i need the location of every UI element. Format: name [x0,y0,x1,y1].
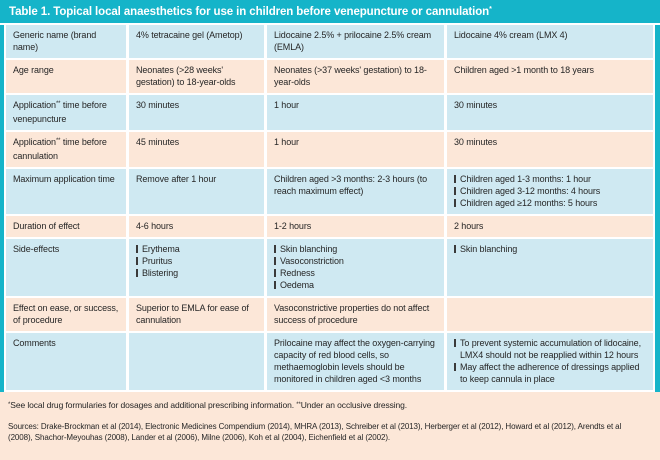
row-cell [267,216,444,237]
bullet-marker-icon [136,257,138,265]
sources-text: Sources: Drake-Brockman et al (2014), Electronic Medicines Compendium (2014), MHRA (2013), Schreiber et al (2013), Herberger et al (2012), Howard et al (2012), Arendts et al (2008), Shachor-Meyouhas (2008), Lander et al (2006), Milne (2006), Koh et al (2004), Eichenfield et al (2002). [8,422,622,442]
cell-text: 1 hour [274,137,299,147]
cell-text: 1 hour [274,100,299,110]
bullet-marker-icon [454,199,456,207]
row-label-text: Side-effects [13,244,60,254]
header-cell-lmx4-cream: Lidocaine 4% cream (LMX 4) [447,25,653,58]
bullet-marker-icon [454,175,456,183]
bullet-text: Erythema [142,244,180,254]
header-cell-generic-name: Generic name (brand name) [6,25,126,58]
row-label-text: Maximum application time [13,174,115,184]
table-row [6,60,653,93]
bullet-item [136,267,258,279]
table-body [0,25,660,392]
bullet-text: Children aged 3-12 months: 4 hours [460,186,601,196]
bullet-marker-icon [274,281,276,289]
row-label-cell [6,239,126,296]
bullet-text: May affect the adherence of dressings applied to keep cannula in place [460,362,640,384]
table-row [6,95,653,130]
cell-text: 4-6 hours [136,221,174,231]
header-cell-tetracaine-gel: 4% tetracaine gel (Ametop) [129,25,264,58]
row-cell [447,95,653,130]
cell-text: 30 minutes [454,100,498,110]
table-row [6,132,653,167]
cell-text: Remove after 1 hour [136,174,217,184]
cell-text: Neonates (>28 weeks' gestation) to 18-year-olds [136,65,236,87]
bullet-marker-icon [454,339,456,347]
cell-text: 30 minutes [136,100,180,110]
cell-text: Superior to EMLA for ease of cannulation [136,303,249,325]
row-label-cell [6,95,126,130]
row-cell [267,95,444,130]
bullet-text: To prevent systemic accumulation of lidocaine, LMX4 should not be reapplied within 12 hours [460,338,641,360]
row-cell [129,60,264,93]
table-row [6,333,653,390]
row-cell [447,239,653,296]
row-cell [129,216,264,237]
bullet-text: Vasoconstriction [280,256,344,266]
cell-text: 1-2 hours [274,221,312,231]
bullet-item [136,255,258,267]
cell-text: Children aged >1 month to 18 years [454,65,594,75]
row-label-cell [6,298,126,331]
row-label-text: Comments [13,338,56,348]
bullet-marker-icon [274,257,276,265]
bullet-item [274,243,438,255]
row-label-text: Effect on ease, or success, of procedure [13,303,119,325]
bullet-item [274,255,438,267]
bullet-item [454,173,647,185]
footnote-text-2: Under an occlusive dressing. [300,400,408,410]
bullet-marker-icon [136,269,138,277]
row-label-text: Application [13,100,56,110]
bullet-item [454,337,647,361]
cell-text: 45 minutes [136,137,180,147]
table-title-superscript: * [489,6,492,13]
cell-text: Vasoconstrictive properties do not affect success of procedure [274,303,430,325]
header-cell-emla-cream: Lidocaine 2.5% + prilocaine 2.5% cream (EMLA) [267,25,444,58]
row-cell [129,132,264,167]
row-cell [129,239,264,296]
cell-text: Neonates (>37 weeks' gestation) to 18-year-olds [274,65,427,87]
row-label-text: time before cannulation [13,137,107,161]
table-row [6,169,653,214]
bullet-marker-icon [274,269,276,277]
row-cell [447,333,653,390]
bullet-marker-icon [454,245,456,253]
bullet-text: Children aged 1-3 months: 1 hour [460,174,591,184]
bullet-text: Pruritus [142,256,173,266]
bullet-item [136,243,258,255]
row-cell [447,216,653,237]
bullet-item [454,185,647,197]
bullet-text: Skin blanching [460,244,518,254]
table-row [6,239,653,296]
bullet-text: Skin blanching [280,244,338,254]
row-label-cell [6,169,126,214]
row-cell [267,333,444,390]
bullet-text: Children aged ≥12 months: 5 hours [460,198,598,208]
bullet-marker-icon [136,245,138,253]
bullet-item [454,197,647,209]
bullet-marker-icon [454,187,456,195]
row-label-superscript: ** [55,101,61,107]
row-label-cell [6,216,126,237]
bullet-text: Oedema [280,280,314,290]
row-label-text: time before venepuncture [13,100,107,124]
row-cell [447,60,653,93]
row-label-cell [6,132,126,167]
cell-text: 30 minutes [454,137,498,147]
row-label-text: Age range [13,65,54,75]
row-cell [129,169,264,214]
row-label-superscript: ** [55,138,61,144]
row-cell [267,239,444,296]
bullet-text: Redness [280,268,315,278]
bullet-item [454,243,647,255]
row-cell [447,132,653,167]
table-title: Table 1. Topical local anaesthetics for use in children before venepuncture or cannulation [9,6,490,18]
cell-text: Children aged >3 months: 2-3 hours (to reach maximum effect) [274,174,428,196]
cell-text: Prilocaine may affect the oxygen-carrying capacity of red blood cells, so methaemoglobin levels should be monitored in children aged <3 months [274,338,435,384]
row-label-text: Duration of effect [13,221,80,231]
footnote-superscript-1: * [8,402,11,408]
cell-text: 2 hours [454,221,484,231]
row-cell [447,298,653,331]
footnote-area [0,392,660,460]
row-cell [129,298,264,331]
row-cell [129,95,264,130]
footnote-superscript-2: ** [296,402,301,408]
table-row [6,298,653,331]
bullet-item [274,279,438,291]
row-cell [267,298,444,331]
row-cell [267,169,444,214]
footnote-text-1: See local drug formularies for dosages and additional prescribing information. [10,400,297,410]
bullet-text: Blistering [142,268,179,278]
row-cell [267,132,444,167]
table-header-row [6,25,653,58]
table-title-bar [0,0,660,23]
row-cell [129,333,264,390]
table-rows-container [6,60,653,390]
bullet-item [274,267,438,279]
row-label-cell [6,60,126,93]
bullet-item [454,361,647,385]
bullet-marker-icon [454,363,456,371]
footnote [8,400,650,413]
row-label-cell [6,333,126,390]
row-label-text: Application [13,137,56,147]
row-cell [447,169,653,214]
bullet-marker-icon [274,245,276,253]
row-cell [267,60,444,93]
table-row [6,216,653,237]
